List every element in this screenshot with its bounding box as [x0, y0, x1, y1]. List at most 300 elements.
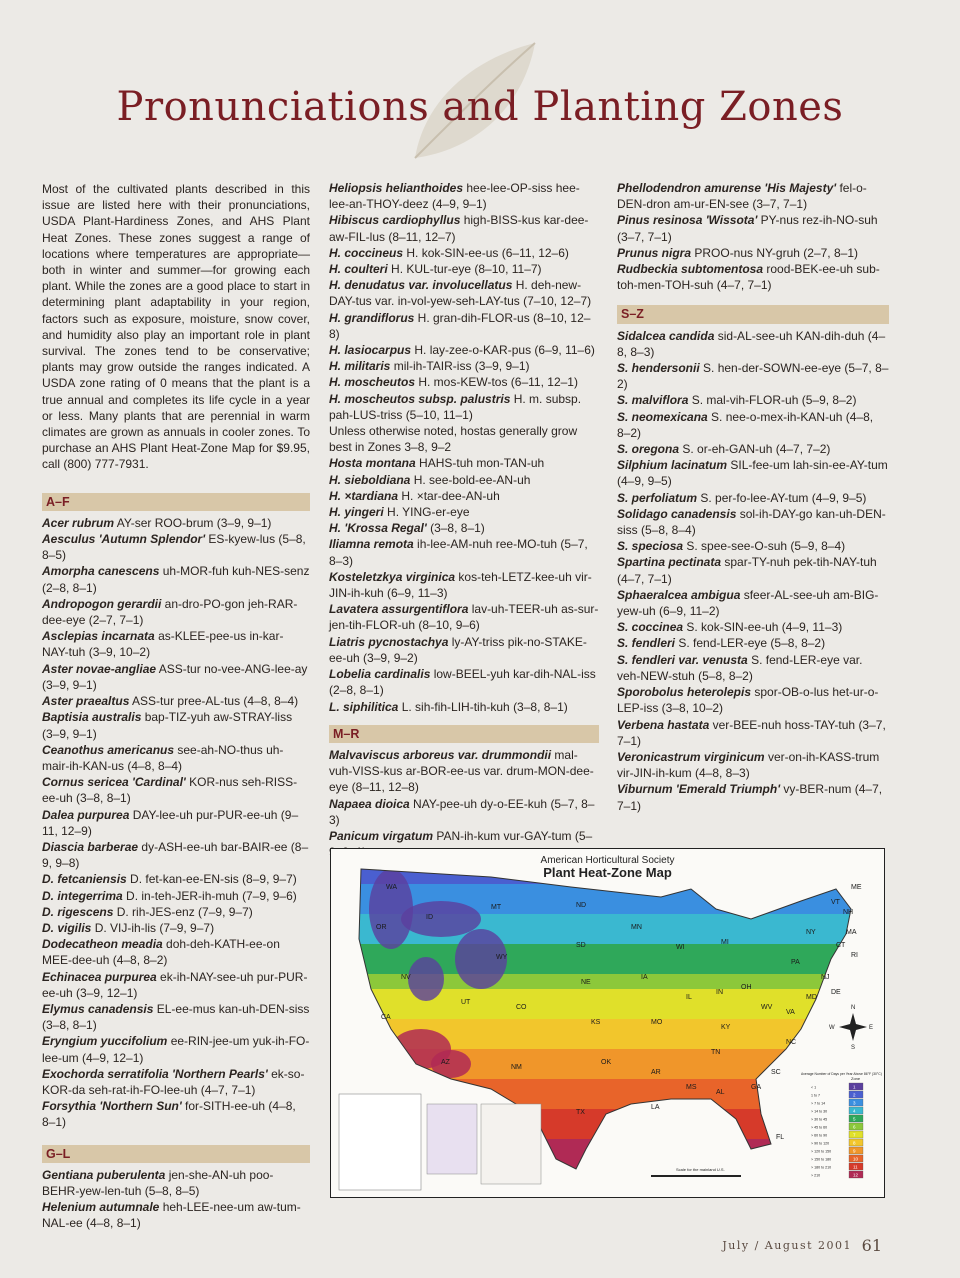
plant-pronunciation: D. in-teh-JER-ih-muh (7–9, 9–6)	[122, 888, 297, 903]
plant-name: Pinus resinosa 'Wissota'	[617, 213, 758, 228]
legend-swatch	[849, 1091, 863, 1098]
plant-pronunciation: ASS-tur pree-AL-tus (4–8, 8–4)	[129, 694, 299, 709]
plant-entry	[617, 538, 889, 554]
plant-entry	[42, 969, 310, 1001]
plant-name: Hibiscus cardiophyllus	[329, 213, 461, 228]
entry-list-a-f	[42, 515, 310, 1131]
legend-zone-number: 1	[853, 1084, 856, 1090]
state-label: ID	[426, 914, 433, 921]
plant-name: Diascia barberae	[42, 839, 139, 854]
plant-pronunciation: S. fend-LER-eye (5–8, 8–2)	[675, 636, 826, 651]
legend-zone-number: 8	[853, 1140, 856, 1146]
state-label: VA	[786, 1009, 795, 1016]
plant-entry	[42, 709, 310, 741]
legend-zone-number: 4	[853, 1108, 856, 1114]
plant-pronunciation: H. mos-KEW-tos (6–11, 12–1)	[415, 375, 578, 390]
state-label: IA	[641, 974, 648, 981]
plant-name: Asclepias incarnata	[42, 629, 155, 644]
entry-list-g-l-1	[42, 1167, 310, 1232]
plant-entry	[617, 392, 889, 408]
plant-pronunciation: jen-she-AN-uh poo-BEHR-yew-len-tuh (5–8, 8–5)	[42, 1167, 274, 1198]
plant-pronunciation: EL-ee-mus kan-uh-DEN-siss (3–8, 8–1)	[42, 1001, 310, 1033]
state-label: WV	[761, 1004, 773, 1011]
plant-name: H. moscheutos	[329, 375, 416, 390]
state-label: NC	[786, 1039, 797, 1046]
state-label: ME	[851, 884, 862, 891]
plant-name: Silphium lacinatum	[617, 458, 728, 473]
plant-entry	[329, 212, 599, 244]
legend-swatch	[849, 1083, 863, 1090]
plant-name: S. oregona	[617, 442, 680, 457]
plant-pronunciation: H. m. subsp. pah-LUS-triss (5–10, 11–1)	[329, 391, 582, 422]
plant-name: Heliopsis helianthoides	[329, 181, 464, 195]
plant-entry	[329, 472, 599, 488]
plant-name: H. moscheutos subsp. palustris	[329, 391, 511, 406]
mountain-cool-zone	[408, 957, 444, 1001]
state-label: GA	[751, 1084, 762, 1091]
legend-zone-number: 10	[853, 1156, 859, 1162]
column-3	[617, 180, 889, 814]
plant-pronunciation: L. sih-fih-LIH-tih-kuh (3–8, 8–1)	[398, 699, 568, 714]
plant-pronunciation: bap-TIZ-yuh aw-STRAY-liss (3–9, 9–1)	[42, 710, 293, 741]
plant-entry	[42, 628, 310, 660]
plant-entry	[617, 212, 889, 244]
plant-pronunciation: uh-MOR-fuh kuh-NES-senz (2–8, 8–1)	[42, 564, 310, 595]
plant-entry	[617, 328, 889, 360]
plant-name: Spartina pectinata	[617, 555, 722, 570]
plant-name: H. grandiflorus	[329, 310, 415, 325]
plant-name: Napaea dioica	[329, 796, 410, 811]
plant-entry	[617, 781, 889, 813]
plant-name: Rudbeckia subtomentosa	[617, 262, 764, 277]
intro-paragraph: Most of the cultivated plants described in this issue are listed here with their pronunciations, USDA Plant-Hardiness Zones, and AHS Plant Heat Zones. These zones suggest a range of locations where temperatures are appropriate—both in winter and summer—for growing each plant. While the zones are a good place to start in determining plant adaptability in your region, factors such as exposure, moisture, snow cover, and humidity also play an important role in plant survival. The zones tend to be conservative; plants may grow outside the ranges indicated. A USDA zone rating of 0 means that the plant is a true annual and completes its life cycle in a year or less. Many plants that are perennial in warm climates are grown as annuals in cooler zones. To purchase an AHS Plant Heat-Zone Map for $9.95, call (800) 777-7931.	[42, 182, 310, 472]
plant-pronunciation: ASS-tur no-vee-ANG-lee-ay (3–9, 9–1)	[42, 661, 308, 692]
state-label: OH	[741, 984, 752, 991]
plant-entry	[42, 742, 310, 774]
plant-name: D. vigilis	[42, 920, 92, 935]
plant-pronunciation: spar-TY-nuh pek-tih-NAY-tuh (4–7, 7–1)	[617, 555, 877, 586]
plant-name: Acer rubrum	[42, 515, 115, 530]
plant-entry	[42, 1033, 310, 1065]
plant-name: S. fendleri	[617, 636, 676, 651]
plant-name: L. siphilitica	[329, 699, 399, 714]
plant-pronunciation: ly-AY-triss pik-no-STAKE-ee-uh (3–9, 9–2)	[329, 634, 587, 665]
heat-zone-map	[330, 848, 885, 1198]
legend-zone-number: 11	[853, 1164, 858, 1170]
state-label: WI	[676, 944, 685, 951]
mountain-cool-zone	[369, 869, 413, 949]
state-label: OR	[376, 924, 387, 931]
state-label: LA	[651, 1104, 660, 1111]
state-label: AR	[651, 1069, 661, 1076]
plant-name: Kosteletzkya virginica	[329, 569, 456, 584]
plant-name: S. coccinea	[617, 620, 684, 635]
plant-name: Phellodendron amurense 'His Majesty'	[617, 181, 837, 195]
state-label: DE	[831, 989, 841, 996]
plant-name: S. speciosa	[617, 539, 684, 554]
entry-list-g-l-3	[329, 455, 599, 714]
plant-entry	[42, 515, 310, 531]
entry-list-g-l-2	[329, 180, 599, 423]
plant-entry	[617, 684, 889, 716]
legend-range: > 120 to 150	[811, 1149, 832, 1154]
legend-swatch	[849, 1147, 863, 1154]
plant-pronunciation: H. gran-dih-FLOR-us (8–10, 12–8)	[329, 310, 591, 341]
plant-entry	[42, 839, 310, 871]
plant-pronunciation: D. VIJ-ih-lis (7–9, 9–7)	[91, 920, 215, 935]
state-label: MD	[806, 994, 817, 1001]
plant-pronunciation: hee-lee-OP-siss hee-lee-an-THOY-deez (4–9, 9–1)	[329, 181, 580, 212]
legend-range: > 150 to 180	[811, 1157, 832, 1162]
plant-name: Sphaeralcea ambigua	[617, 587, 741, 602]
state-label: NY	[806, 929, 816, 936]
state-label: NM	[511, 1064, 522, 1071]
plant-entry	[329, 699, 599, 715]
legend-swatch	[849, 1115, 863, 1122]
plant-name: Baptisia australis	[42, 710, 142, 725]
plant-pronunciation: H. deh-new-DAY-tus var. in-vol-yew-seh-LAY-tus (7–10, 12–7)	[329, 278, 592, 309]
plant-pronunciation: H. ×tar-dee-AN-uh	[398, 488, 500, 503]
plant-name: S. perfoliatum	[617, 490, 698, 505]
plant-pronunciation: S. kok-SIN-ee-uh (4–9, 11–3)	[683, 620, 843, 635]
plant-name: D. fetcaniensis	[42, 872, 127, 887]
plant-entry	[617, 360, 889, 392]
plant-name: H. yingeri	[329, 505, 384, 520]
state-label: RI	[851, 952, 858, 959]
plant-entry	[617, 245, 889, 261]
heat-zone-band	[331, 944, 884, 960]
plant-pronunciation: AY-ser ROO-brum (3–9, 9–1)	[114, 515, 272, 530]
legend-range: > 210	[811, 1173, 821, 1178]
plant-pronunciation: ver-BEE-nuh hoss-TAY-tuh (3–7, 7–1)	[617, 717, 886, 748]
plant-name: Elymus canadensis	[42, 1001, 154, 1016]
state-label: MS	[686, 1084, 697, 1091]
plant-entry	[42, 1167, 310, 1199]
plant-pronunciation: spor-OB-o-lus het-ur-o-LEP-iss (3–8, 10–2)	[617, 685, 879, 716]
legend-swatch	[849, 1131, 863, 1138]
state-label: MO	[651, 1019, 663, 1026]
plant-entry	[42, 888, 310, 904]
legend-range: > 90 to 120	[811, 1141, 830, 1146]
state-label: NE	[581, 979, 591, 986]
plant-entry	[42, 920, 310, 936]
legend-swatch	[849, 1099, 863, 1106]
legend-range: > 14 to 30	[811, 1109, 828, 1114]
state-label: OK	[601, 1059, 612, 1066]
state-label: VT	[831, 899, 840, 906]
plant-pronunciation: S. spee-see-O-suh (5–9, 8–4)	[683, 539, 846, 554]
plant-name: Ceanothus americanus	[42, 742, 175, 757]
plant-pronunciation: S. hen-der-SOWN-ee-eye (5–7, 8–2)	[617, 361, 889, 392]
state-label: TX	[576, 1109, 585, 1116]
plant-name: H. 'Krossa Regal'	[329, 521, 427, 536]
plant-entry	[329, 342, 599, 358]
legend-range: > 45 to 60	[811, 1125, 828, 1130]
state-label: ND	[576, 902, 587, 909]
heat-zone-band	[331, 1004, 884, 1020]
map-title: Plant Heat-Zone Map	[543, 865, 672, 880]
plant-pronunciation: see-ah-NO-thus uh-mair-ih-KAN-us (4–8, 8–4)	[42, 742, 284, 773]
plant-name: H. ×tardiana	[329, 488, 399, 503]
compass-direction: N	[851, 1005, 856, 1011]
plant-pronunciation: ek-ih-NAY-see-uh pur-PUR-ee-uh (3–9, 12–1)	[42, 969, 308, 1000]
section-header-m-r: M–R	[329, 725, 599, 743]
plant-entry	[42, 1098, 310, 1130]
plant-pronunciation: S. per-fo-lee-AY-tum (4–9, 9–5)	[697, 490, 867, 505]
plant-name: Lavatera assurgentiflora	[329, 602, 469, 617]
plant-pronunciation: PAN-ih-kum vur-GAY-tum (5–	[436, 828, 593, 843]
state-label: IL	[686, 994, 692, 1001]
plant-entry	[42, 531, 310, 563]
page-title: Pronunciations and Planting Zones	[116, 84, 844, 130]
plant-pronunciation: ES-kyew-lus (5–8, 8–5)	[42, 532, 306, 563]
state-label: NJ	[821, 974, 830, 981]
plant-entry	[42, 1001, 310, 1033]
plant-name: Gentiana puberulenta	[42, 1167, 166, 1182]
map-scale-bar	[651, 1175, 741, 1177]
plant-entry	[329, 277, 599, 309]
plant-pronunciation: lav-uh-TEER-uh as-sur-jen-tih-FLOR-uh (8–10, 9–6)	[329, 602, 599, 633]
plant-entry	[329, 634, 599, 666]
plant-entry	[42, 774, 310, 806]
plant-pronunciation: mil-ih-TAIR-iss (3–9, 9–1)	[390, 359, 530, 374]
plant-pronunciation: mal-vuh-VISS-kus ar-BOR-ee-us var. drum-MON-dee-eye (8–11, 12–8)	[329, 747, 594, 795]
plant-entry	[329, 455, 599, 471]
plant-pronunciation: an-dro-PO-gon jeh-RAR-dee-eye (2–7, 7–1)	[42, 596, 298, 628]
hawaii-inset	[481, 1104, 541, 1184]
legend-swatch	[849, 1123, 863, 1130]
plant-name: Veronicastrum virginicum	[617, 749, 765, 764]
plant-name: Sidalcea candida	[617, 328, 715, 343]
heat-zone-band	[331, 1079, 884, 1095]
plant-entry	[42, 936, 310, 968]
plant-pronunciation: S. nee-o-mex-ih-KAN-uh (4–8, 8–2)	[617, 409, 874, 440]
plant-name: Aster praealtus	[42, 694, 130, 709]
plant-name: D. rigescens	[42, 904, 114, 919]
legend-range: > 7 to 14	[811, 1101, 826, 1106]
plant-name: Sporobolus heterolepis	[617, 685, 752, 700]
state-label: UT	[461, 999, 471, 1006]
plant-entry	[617, 409, 889, 441]
plant-entry	[329, 488, 599, 504]
plant-entry	[329, 666, 599, 698]
plant-pronunciation: H. kok-SIN-ee-us (6–11, 12–6)	[403, 245, 569, 260]
map-credits-box	[339, 1094, 421, 1190]
state-label: MT	[491, 904, 502, 911]
plant-name: H. lasiocarpus	[329, 343, 412, 358]
plant-pronunciation: dy-ASH-ee-uh bar-BAIR-ee (8–9, 9–8)	[42, 839, 309, 871]
plant-name: Liatris pycnostachya	[329, 634, 449, 649]
plant-entry	[617, 554, 889, 586]
plant-entry	[42, 693, 310, 709]
plant-pronunciation: NAY-pee-uh dy-o-EE-kuh (5–7, 8–3)	[329, 796, 595, 827]
hosta-note: Unless otherwise noted, hostas generally grow best in Zones 3–8, 9–2	[329, 424, 578, 455]
plant-name: H. coulteri	[329, 262, 388, 277]
state-label: CT	[836, 942, 846, 949]
plant-pronunciation: low-BEEL-yuh kar-dih-NAL-iss (2–8, 8–1)	[329, 667, 596, 698]
plant-entry	[42, 807, 310, 839]
plant-name: S. malviflora	[617, 393, 689, 408]
plant-entry	[329, 358, 599, 374]
mountain-cool-zone	[401, 901, 481, 937]
plant-entry	[329, 747, 599, 796]
plant-entry	[617, 717, 889, 749]
plant-pronunciation: sid-AL-see-uh KAN-dih-duh (4–8, 8–3)	[617, 328, 886, 359]
plant-name: Aster novae-angliae	[42, 661, 157, 676]
plant-entry	[329, 601, 599, 633]
legend-range: > 30 to 45	[811, 1117, 828, 1122]
plant-entry	[617, 490, 889, 506]
plant-name: Verbena hastata	[617, 717, 710, 732]
plant-entry	[617, 457, 889, 489]
issue-date: July / August 2001	[722, 1239, 852, 1252]
entry-list-m-r-2	[617, 180, 889, 293]
plant-name: H. coccineus	[329, 245, 404, 260]
plant-entry	[329, 520, 599, 536]
state-label: WA	[386, 884, 398, 891]
legend-swatch	[849, 1139, 863, 1146]
plant-pronunciation: ek-so-KOR-da seh-rat-ih-FO-lee-uh (4–7, 7–1)	[42, 1066, 305, 1097]
plant-name: Viburnum 'Emerald Triumph'	[617, 782, 781, 797]
plant-entry	[42, 871, 310, 887]
plant-name: Hosta montana	[329, 456, 416, 471]
plant-name: D. integerrima	[42, 888, 123, 903]
entry-list-m-r-1	[329, 747, 599, 860]
legend-title: Average Number of Days per Year Above 86°F (30°C)	[801, 1072, 882, 1076]
plant-name: Cornus sericea 'Cardinal'	[42, 775, 186, 790]
legend-range: 1 to 7	[811, 1093, 820, 1098]
plant-name: Panicum virgatum	[329, 828, 434, 843]
section-header-g-l: G–L	[42, 1145, 310, 1163]
plant-entry	[617, 635, 889, 651]
state-label: IN	[716, 989, 723, 996]
legend-zone-number: 3	[853, 1100, 856, 1106]
plant-pronunciation: S. or-eh-GAN-uh (4–7, 7–2)	[679, 442, 831, 457]
plant-pronunciation: H. lay-zee-o-KAR-pus (6–9, 11–6)	[411, 343, 595, 358]
legend-zone-number: 9	[853, 1148, 856, 1154]
plant-name: Dodecatheon meadia	[42, 937, 163, 952]
plant-pronunciation: rood-BEK-ee-uh sub-toh-men-TOH-suh (4–7, 7–1)	[617, 262, 880, 293]
plant-name: Eryngium yuccifolium	[42, 1034, 168, 1049]
state-label: NH	[843, 909, 854, 916]
plant-entry	[329, 245, 599, 261]
state-label: CO	[516, 1004, 527, 1011]
legend-range: > 180 to 210	[811, 1165, 832, 1170]
entry-list-s-z	[617, 328, 889, 814]
plant-entry	[329, 374, 599, 390]
plant-pronunciation: doh-deh-KATH-ee-on MEE-dee-uh (4–8, 8–2)	[42, 937, 280, 968]
plant-pronunciation: as-KLEE-pee-us in-kar-NAY-tuh (3–9, 10–2)	[42, 629, 284, 660]
plant-name: H. denudatus var. involucellatus	[329, 278, 513, 293]
plant-name: Forsythia 'Northern Sun'	[42, 1099, 182, 1114]
plant-entry	[617, 506, 889, 538]
plant-pronunciation: sfeer-AL-see-uh am-BIG-yew-uh (6–9, 11–2)	[617, 587, 879, 619]
plant-name: Lobelia cardinalis	[329, 667, 431, 682]
heat-zone-band	[331, 884, 884, 900]
state-label: AZ	[441, 1059, 450, 1066]
column-1	[42, 181, 310, 1232]
plant-entry	[42, 904, 310, 920]
plant-name: Dalea purpurea	[42, 807, 130, 822]
plant-name: Iliamna remota	[329, 537, 414, 552]
column-2	[329, 180, 599, 860]
plant-entry	[617, 441, 889, 457]
legend-range: < 1	[811, 1085, 817, 1090]
plant-pronunciation: ih-lee-AM-nuh ree-MO-tuh (5–7, 8–3)	[329, 537, 588, 568]
state-label: WY	[496, 954, 508, 961]
state-label: MA	[846, 929, 857, 936]
plant-name: H. sieboldiana	[329, 472, 411, 487]
plant-pronunciation: S. mal-vih-FLOR-uh (5–9, 8–2)	[688, 393, 857, 408]
plant-name: Aesculus 'Autumn Splendor'	[42, 532, 206, 547]
plant-entry	[42, 1066, 310, 1098]
plant-entry	[42, 661, 310, 693]
plant-name: Echinacea purpurea	[42, 969, 157, 984]
plant-name: S. neomexicana	[617, 409, 708, 424]
state-label: TN	[711, 1049, 721, 1056]
plant-pronunciation: H. KUL-tur-eye (8–10, 11–7)	[387, 262, 542, 277]
plant-entry	[329, 261, 599, 277]
legend-range: > 60 to 90	[811, 1133, 828, 1138]
plant-pronunciation: D. rih-JES-enz (7–9, 9–7)	[113, 904, 253, 919]
plant-name: Solidago canadensis	[617, 506, 737, 521]
state-label: KS	[591, 1019, 601, 1026]
compass-direction: S	[851, 1045, 856, 1051]
state-label: AL	[716, 1089, 725, 1096]
state-label: MI	[721, 939, 729, 946]
plant-entry	[42, 1199, 310, 1231]
state-label: CA	[381, 1014, 391, 1021]
state-label: KY	[721, 1024, 731, 1031]
plant-entry	[617, 652, 889, 684]
legend-zone-number: 6	[853, 1124, 856, 1130]
legend-zone-number: 2	[853, 1092, 856, 1098]
plant-name: Prunus nigra	[617, 245, 692, 260]
alaska-inset	[427, 1104, 477, 1174]
plant-pronunciation: S. fend-LER-eye var. veh-NEW-stuh (5–8, 8–2)	[617, 652, 863, 683]
legend-zone-header: Zone	[851, 1076, 861, 1081]
state-label: NV	[401, 974, 411, 981]
plant-pronunciation: ver-on-ih-KASS-trum vir-JIN-ih-kum (4–8, 8–3)	[617, 749, 880, 781]
section-header-s-z: S–Z	[617, 305, 889, 323]
plant-entry	[617, 619, 889, 635]
plant-name: Exochorda serratifolia 'Northern Pearls'	[42, 1066, 268, 1081]
plant-pronunciation: heh-LEE-nee-um aw-tum-NAL-ee (4–8, 8–1)	[42, 1200, 301, 1231]
state-label: SC	[771, 1069, 781, 1076]
plant-pronunciation: H. YING-er-eye	[383, 505, 470, 520]
compass-direction: E	[869, 1025, 874, 1031]
legend-swatch	[849, 1107, 863, 1114]
state-label: MN	[631, 924, 642, 931]
plant-pronunciation: SIL-fee-um lah-sin-ee-AY-tum (4–9, 9–5)	[617, 458, 888, 489]
legend-zone-number: 12	[853, 1172, 859, 1178]
plant-pronunciation: high-BISS-kus kar-dee-aw-FIL-lus (8–11, 12–7)	[329, 213, 589, 244]
plant-entry	[329, 391, 599, 423]
plant-name: Amorpha canescens	[42, 564, 160, 579]
state-label: SD	[576, 942, 586, 949]
plant-entry	[42, 563, 310, 595]
heat-zone-map-graphic	[331, 849, 884, 1197]
state-label: FL	[776, 1134, 785, 1141]
legend-zone-number: 5	[853, 1116, 856, 1122]
plant-pronunciation: vy-BER-num (4–7, 7–1)	[617, 782, 883, 813]
plant-name: S. hendersonii	[617, 361, 700, 376]
plant-entry	[329, 310, 599, 342]
plant-entry	[617, 749, 889, 781]
plant-pronunciation: for-SITH-ee-uh (4–8, 8–1)	[42, 1099, 296, 1130]
plant-pronunciation: HAHS-tuh mon-TAN-uh	[415, 456, 545, 471]
plant-name: Helenium autumnale	[42, 1200, 160, 1215]
